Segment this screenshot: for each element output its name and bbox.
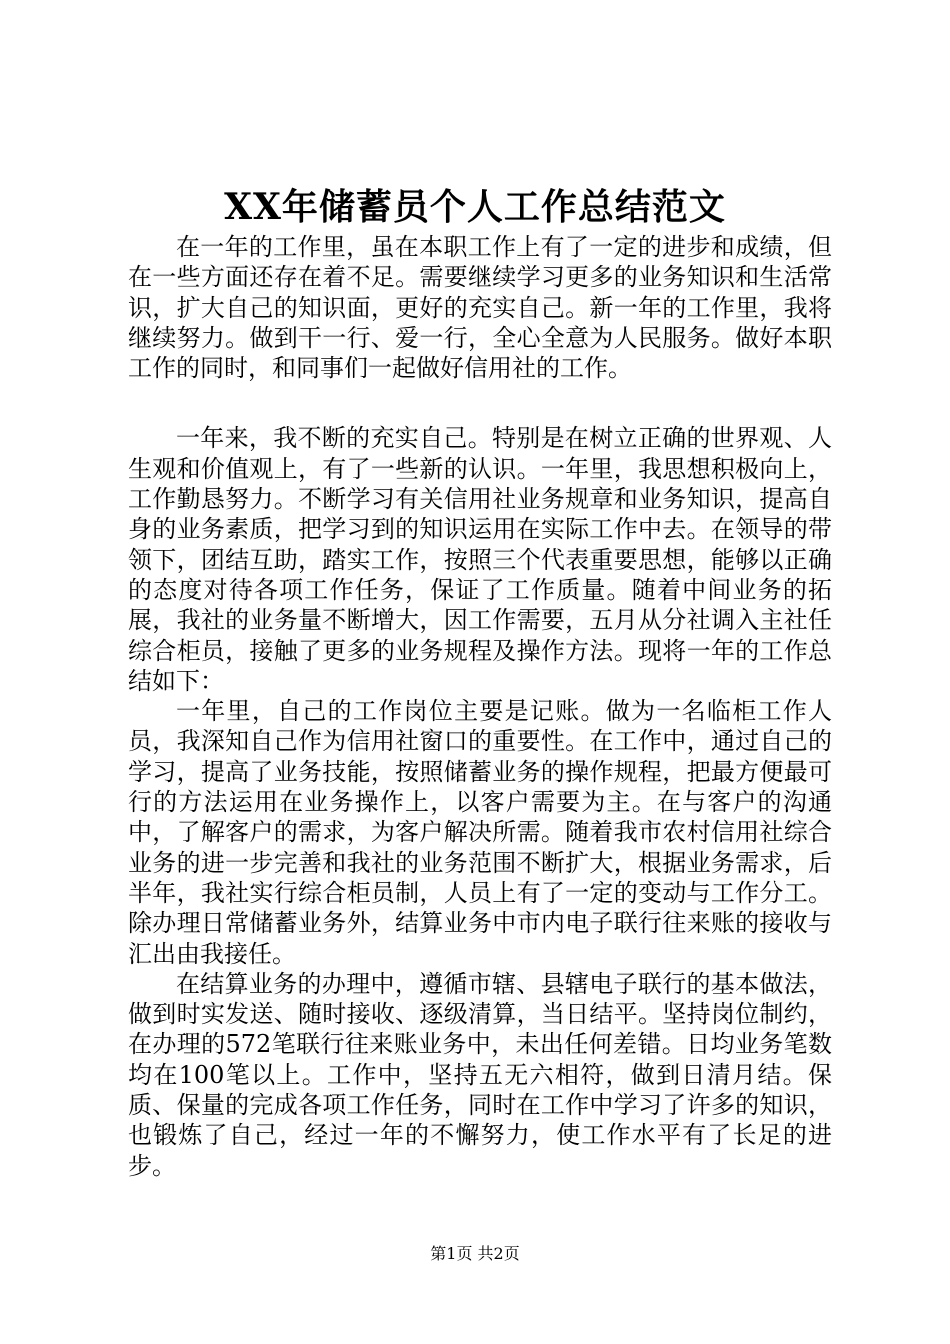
- paragraph-gap: [128, 383, 832, 423]
- paragraph-2: 一年来，我不断的充实自己。特别是在树立正确的世界观、人生观和价值观上，有了一些新的认识。一年里，我思想积极向上，工作勤恳努力。不断学习有关信用社业务规章和业务知识，提高自身的业务素质，把学习到的知识运用在实际工作中去。在领导的带领下，团结互助，踏实工作，按照三个代表重要思想，能够以正确的态度对待各项工作任务，保证了工作质量。随着中间业务的拓展，我社的业务量不断增大，因工作需要，五月从分社调入主社任综合柜员，接触了更多的业务规程及操作方法。现将一年的工作总结如下：: [128, 424, 832, 695]
- paragraph-1: 在一年的工作里，虽在本职工作上有了一定的进步和成绩，但在一些方面还存在着不足。需要继续学习更多的业务知识和生活常识，扩大自己的知识面，更好的充实自己。新一年的工作里，我将继续努力。做到干一行、爱一行，全心全意为人民服务。做好本职工作的同时，和同事们一起做好信用社的工作。: [128, 233, 832, 383]
- page-number-footer: 第1页 共2页: [430, 1244, 520, 1263]
- document-title: XX年储蓄员个人工作总结范文: [224, 186, 726, 228]
- paragraph-3: 一年里，自己的工作岗位主要是记账。做为一名临柜工作人员，我深知自己作为信用社窗口的重要性。在工作中，通过自己的学习，提高了业务技能，按照储蓄业务的操作规程，把最方便最可行的方法运用在业务操作上，以客户需要为主。在与客户的沟通中，了解客户的需求，为客户解决所需。随着我市农村信用社综合业务的进一步完善和我社的业务范围不断扩大，根据业务需求，后半年，我社实行综合柜员制，人员上有了一定的变动与工作分工。除办理日常储蓄业务外，结算业务中市内电子联行往来账的接收与汇出由我接任。: [128, 697, 832, 968]
- paragraph-4: 在结算业务的办理中，遵循市辖、县辖电子联行的基本做法，做到时实发送、随时接收、逐级清算，当日结平。坚持岗位制约，在办理的572笔联行往来账业务中，未出任何差错。日均业务笔数均在100笔以上。工作中，坚持五无六相符，做到日清月结。保质、保量的完成各项工作任务，同时在工作中学习了许多的知识，也锻炼了自己，经过一年的不懈努力，使工作水平有了长足的进步。: [128, 969, 832, 1180]
- document-body: [128, 232, 832, 1181]
